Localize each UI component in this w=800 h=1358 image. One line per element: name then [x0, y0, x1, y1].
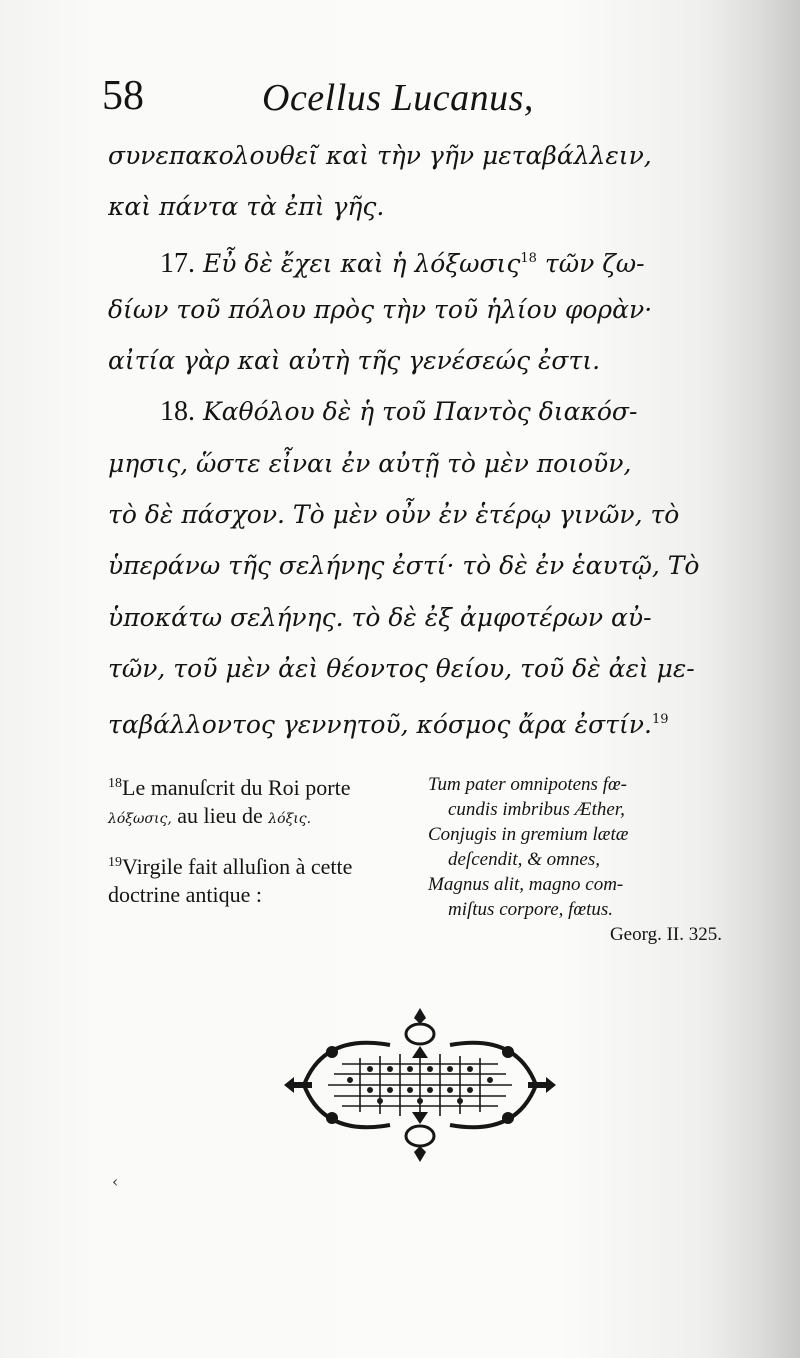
- greek-word: λόξις.: [268, 811, 312, 827]
- greek-segment: ταβάλλοντος γεννητοῦ, κόσμος ἄρα ἐστίν.: [108, 710, 652, 740]
- page-header: [102, 72, 622, 132]
- verse-line: Magnus alit, magno com-: [428, 874, 624, 895]
- verse-line: Conjugis in gremium lætæ: [428, 824, 629, 845]
- greek-line: καὶ πάντα τὰ ἐπὶ γῆς.: [108, 192, 385, 222]
- paragraph-18-first-line: [108, 386, 733, 437]
- verse-line: Tum pater omnipotens fœ-: [428, 774, 627, 795]
- footnote-ref-19[interactable]: 19: [651, 712, 669, 728]
- greek-line: μησις, ὥστε εἶναι ἐν αὐτῇ τὸ μὲν ποιοῦν,: [108, 448, 632, 478]
- footnote-19: [108, 849, 408, 909]
- footnote-ref-18[interactable]: 18: [520, 250, 537, 266]
- greek-line: ὑπεράνω τῆς σελήνης ἐστί· τὸ δὲ ἐν ἑαυτῷ, Τὸ: [108, 551, 700, 581]
- decorative-ornament-icon: [280, 1000, 560, 1170]
- verse-line: cundis imbribus Æther,: [448, 799, 625, 820]
- footnote-text: au lieu de: [177, 803, 263, 828]
- verse-line: miſtus corpore, fœtus.: [448, 899, 614, 920]
- greek-word: λόξωσις,: [108, 811, 172, 827]
- greek-line: ὑποκάτω σελήνης. τὸ δὲ ἐξ ἀμφοτέρων αὐ-: [108, 602, 652, 632]
- paragraph-number: 18.: [160, 396, 195, 428]
- running-title: Ocellus Lucanus,: [262, 77, 534, 119]
- greek-last-line: [108, 694, 733, 745]
- footnotes-left-column: [108, 770, 408, 925]
- greek-line: συνεπακολουθεῖ καὶ τὴν γῆν μεταβάλλειν,: [108, 141, 652, 170]
- footnote-mark: 19: [108, 855, 122, 870]
- verse-citation: Georg. II. 325.: [609, 924, 722, 945]
- greek-line: τῶν, τοῦ μὲν ἀεὶ θέοντος θείου, τοῦ δὲ ἀεὶ με-: [108, 653, 695, 683]
- page-number: 58: [102, 73, 144, 119]
- greek-line: τὸ δὲ πάσχον. Τὸ μὲν οὖν ἐν ἑτέρῳ γινῶν, τὸ: [108, 500, 680, 530]
- print-mark: ‹: [112, 1172, 119, 1191]
- greek-segment: Καθόλου δὲ ἡ τοῦ Παντὸς διακόσ-: [202, 397, 638, 427]
- greek-segment: Εὖ δὲ ἔχει καὶ ἡ λόξωσις: [202, 248, 521, 278]
- footnote-text: Le manuſcrit du Roi porte: [122, 775, 351, 800]
- footnote-18: [108, 770, 408, 833]
- verse-line: deſcendit, & omnes,: [448, 849, 600, 870]
- greek-line: αἰτία γὰρ καὶ αὐτὴ τῆς γενέσεώς ἐστι.: [108, 346, 601, 376]
- verse-quotation: [428, 772, 728, 947]
- footnote-mark: 18: [108, 776, 122, 791]
- greek-line: δίων τοῦ πόλου πρὸς τὴν τοῦ ἡλίου φορὰν·: [108, 294, 653, 324]
- greek-text-block: [108, 130, 733, 746]
- greek-segment: τῶν ζω-: [544, 248, 645, 278]
- paragraph-number: 17.: [160, 247, 195, 279]
- paragraph-17-first-line: [108, 233, 733, 284]
- footnote-text: Virgile fait alluſion à cette doctrine antique :: [108, 854, 353, 907]
